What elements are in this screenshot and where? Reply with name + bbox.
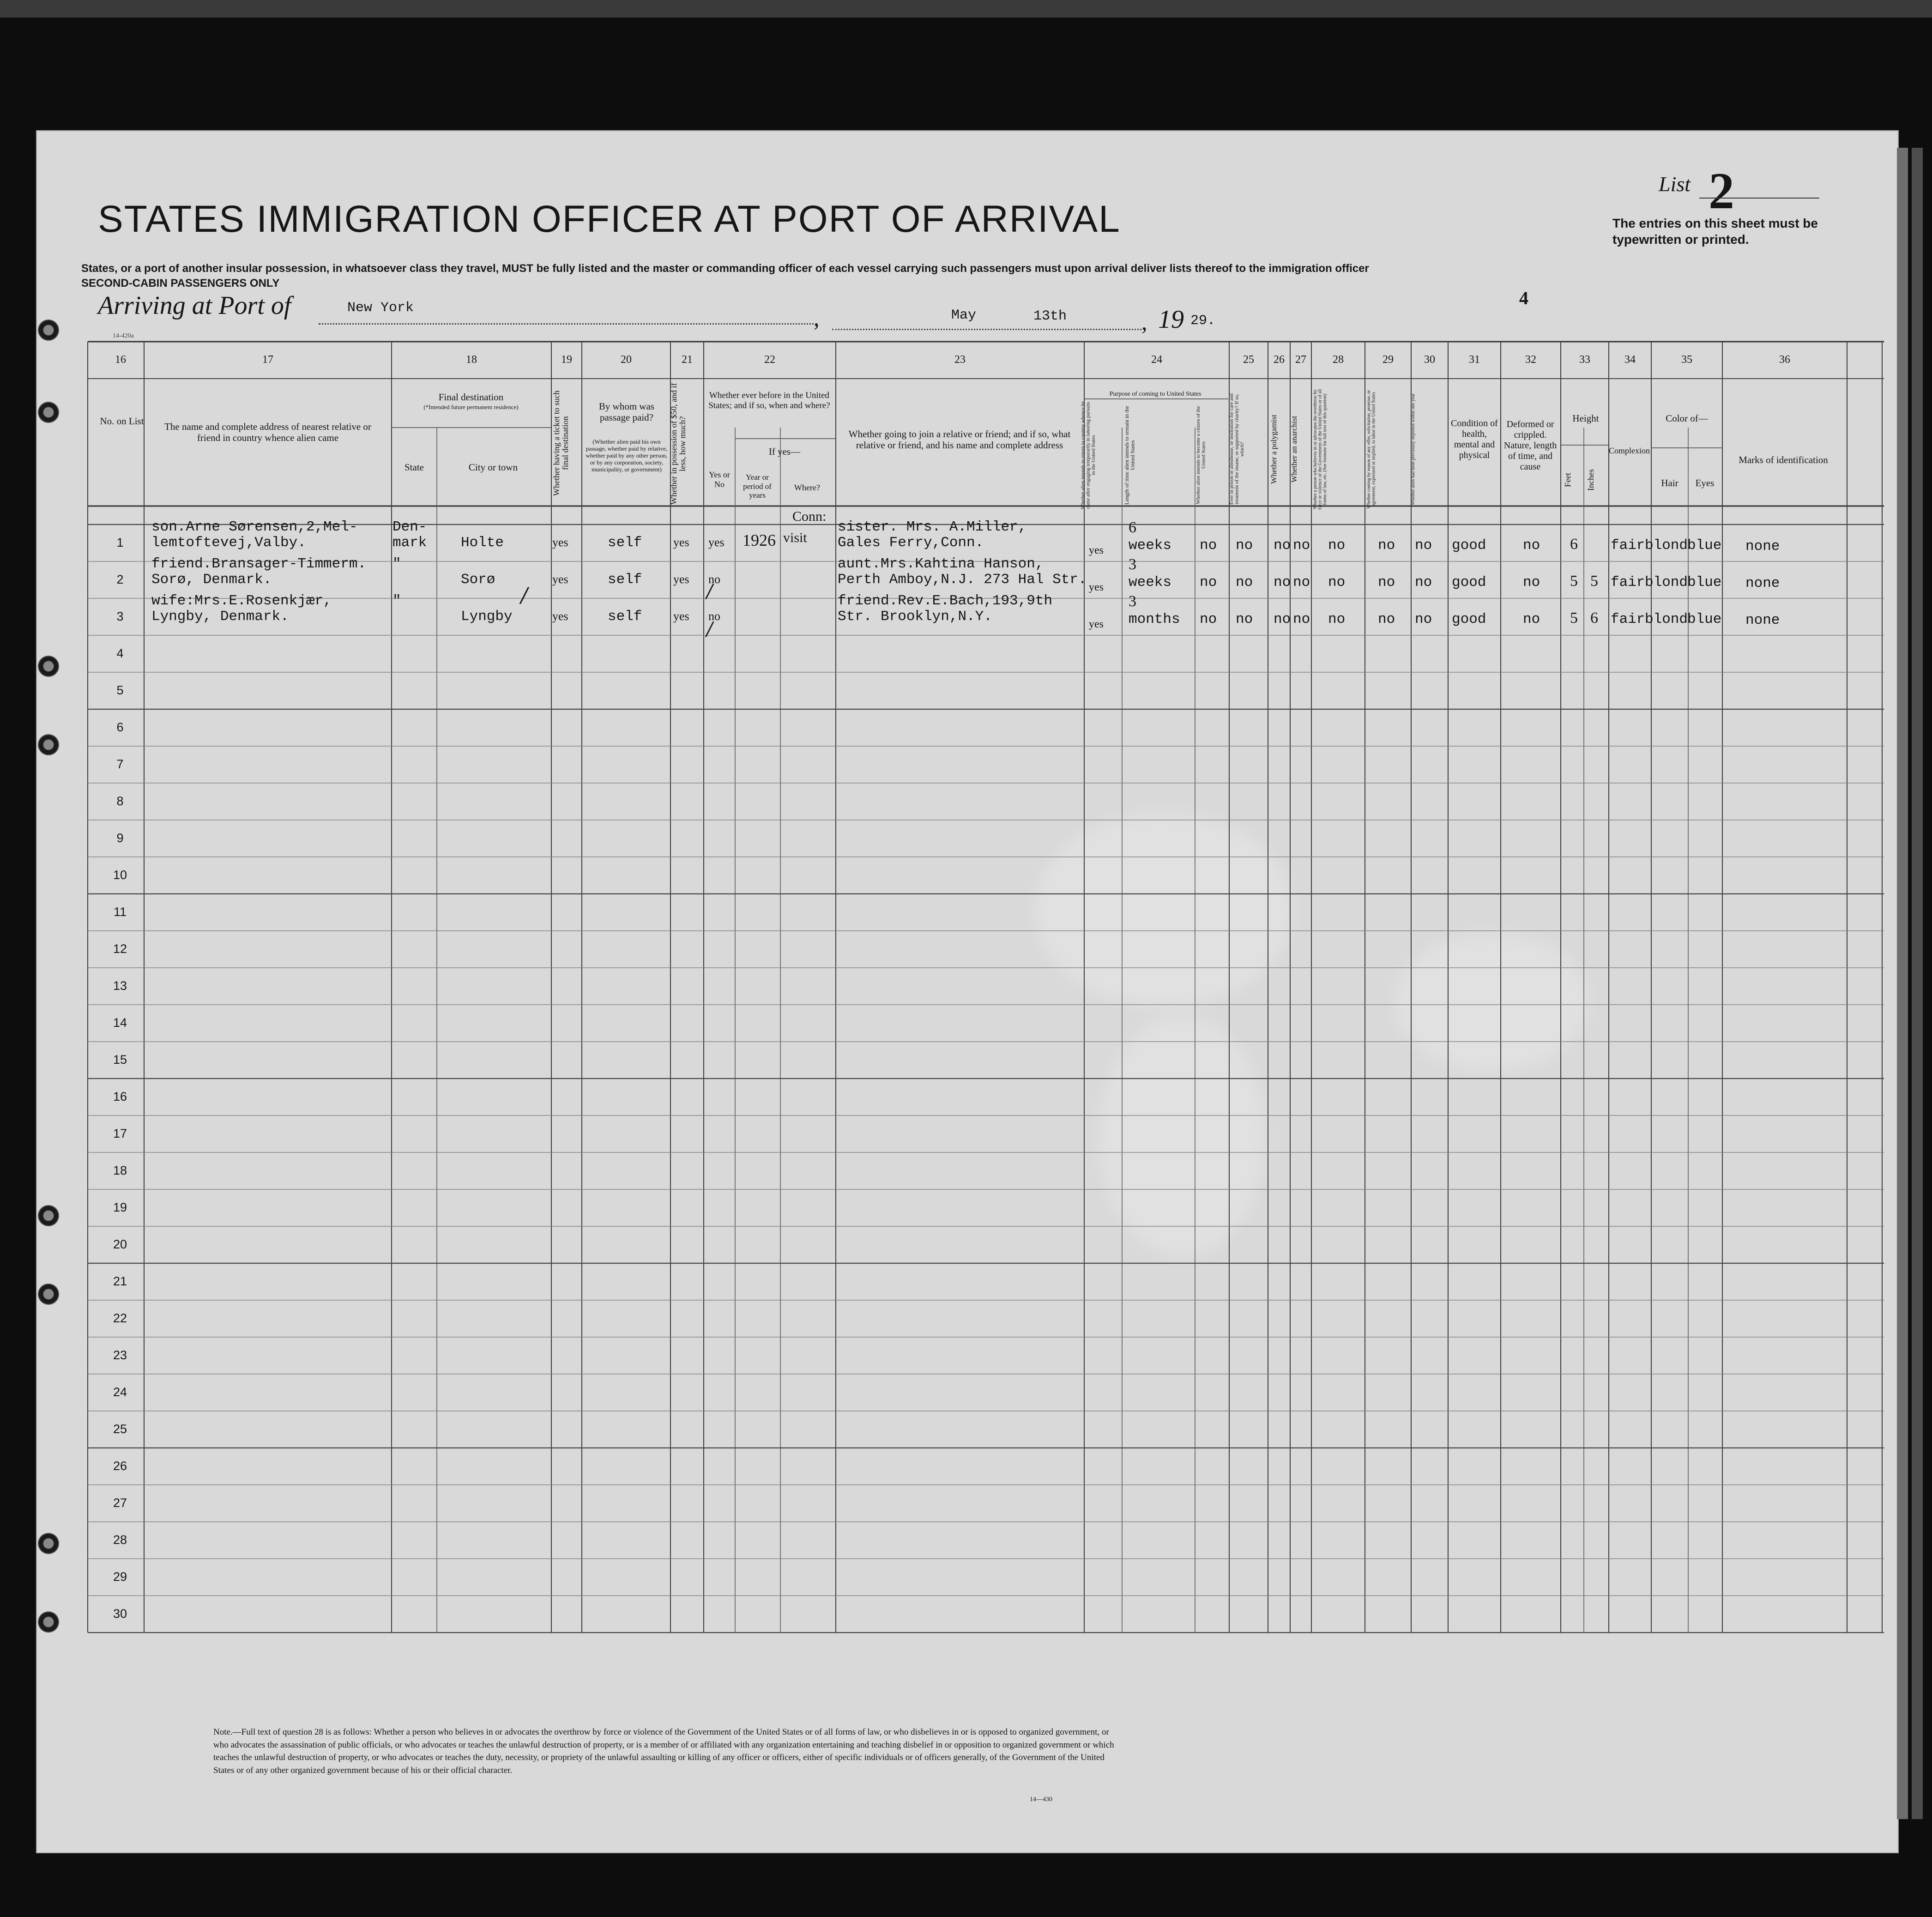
col19-header: Whether having a ticket to such final destination (552, 390, 570, 496)
row-number: 9 (116, 831, 124, 845)
subtitle-line: States, or a port of another insular possession, in whatsoever class they travel, MUST be fully listed and the master or commanding officer of each vessel carrying such passengers must upon arrival deliver lists thereof to the immigration officer (81, 262, 1369, 275)
complexion: fair (1611, 574, 1645, 591)
column-number: 29 (1383, 354, 1394, 366)
previously-in-us: yes (708, 536, 724, 549)
col34-header: Complexion (1609, 446, 1650, 455)
citizen-intent: no (1200, 537, 1217, 554)
ever-in-prison: no (1236, 537, 1253, 554)
return-intent: yes (1089, 581, 1104, 593)
row-number: 7 (116, 757, 124, 771)
hair-color: blond (1645, 574, 1688, 591)
destination-state: " (392, 556, 401, 572)
sheet-number: 4 (1519, 288, 1528, 308)
previously-deported: no (1415, 537, 1432, 554)
col16-header: No. on List (100, 416, 144, 427)
length-of-stay: 6 (1129, 519, 1136, 536)
row-number: 19 (113, 1200, 127, 1214)
previously-deported: no (1415, 611, 1432, 627)
height-feet: 5 (1570, 573, 1578, 590)
subtitle-line: SECOND-CABIN PASSENGERS ONLY (81, 277, 280, 290)
length-of-stay: 3 (1129, 593, 1136, 610)
hair-color: blond (1645, 537, 1688, 554)
row-number: 1 (116, 536, 124, 549)
has-50-dollars: yes (673, 573, 689, 586)
passage-paid-by: self (608, 572, 642, 588)
col18-city-header: City or town (468, 462, 518, 473)
column-number: 23 (954, 354, 966, 366)
col20-note: (Whether alien paid his own passage, whether paid by relative, whether paid by any other person, or by any corporation, society, municipality, or government) (586, 438, 668, 473)
col33-feet-header: Feet (1563, 473, 1572, 488)
col35-header: Color of— (1666, 413, 1708, 424)
previously-in-us: no (708, 573, 720, 586)
eye-color: blue (1687, 611, 1722, 627)
column-number: 32 (1525, 354, 1536, 366)
arrival-month: May (951, 307, 977, 323)
relative-address: friend.Bransager-Timmerm. (151, 556, 367, 572)
height-inches: 5 (1590, 573, 1598, 590)
year-suffix: 29. (1190, 313, 1216, 329)
column-number: 24 (1151, 354, 1162, 366)
return-intent: yes (1089, 544, 1104, 556)
column-number: 20 (621, 354, 632, 366)
destination-state: " (392, 593, 401, 609)
row-number: 2 (116, 573, 124, 586)
length-of-stay: 3 (1129, 556, 1136, 573)
previously-in-us: no (708, 609, 720, 623)
column-number: 26 (1274, 354, 1285, 366)
col18-header: Final destination (438, 392, 504, 403)
hair-color: blond (1645, 611, 1688, 627)
anarchist: no (1293, 574, 1310, 591)
question-28-note: Note.—Full text of question 28 is as follows: Whether a person who believes in or advocates the overthrow by force or violence of the Government of the United States or of all forms of law, or who disbelieves in or is opposed to organized government, or who advocates the assassination of public officials, or who advocates or teaches the unlawful destruction of property, or is a member of or affiliated with any organization entertaining and teaching disbelief in or opposition to organized government or which teaches the unlawful destruction of property, or who advocates or teaches the duty, necessity, or propriety of the unlawful assaulting or killing of any officer or officers, either of specific individuals or of officers generally, of the Government of the United States or of any other organized government because of his or their official character. (213, 1727, 1114, 1775)
row-number: 20 (113, 1237, 127, 1251)
col35-hair-header: Hair (1661, 477, 1678, 488)
row-number: 21 (113, 1274, 127, 1288)
row-number: 17 (113, 1127, 127, 1140)
handwritten-tick: / (706, 619, 713, 640)
row-number: 24 (113, 1385, 127, 1399)
col27-header: Whether an anarchist (1290, 416, 1298, 483)
row-number: 29 (113, 1570, 127, 1584)
destination-city: Lyngby (461, 609, 513, 625)
health-condition: good (1452, 537, 1486, 554)
citizen-intent: no (1200, 611, 1217, 627)
column-number: 27 (1295, 354, 1306, 366)
row-number: 4 (116, 646, 124, 660)
col26-header: Whether a polygamist (1269, 414, 1278, 484)
has-ticket: yes (552, 573, 568, 586)
passage-paid-by: self (608, 535, 642, 551)
deformed: no (1523, 574, 1540, 591)
col24-length-header: Length of time alien intends to remain in the United States (1123, 406, 1136, 505)
joining-relative: Str. Brooklyn,N.Y. (838, 609, 992, 625)
comma: , (814, 305, 820, 331)
joining-relative: friend.Rev.E.Bach,193,9th (838, 593, 1053, 609)
col24-citizen-header: Whether alien intends to become a citizen of the United States (1195, 406, 1207, 505)
col32-header: Deformed or crippled. Nature, length of time, and cause (1503, 419, 1557, 472)
col22-where-header: Where? (794, 483, 820, 492)
question-28: no (1328, 574, 1346, 591)
column-number: 19 (561, 354, 572, 366)
return-intent: yes (1089, 618, 1104, 630)
eye-color: blue (1687, 574, 1722, 591)
form-ref: 14-420a (113, 332, 134, 339)
anarchist: no (1293, 537, 1310, 554)
form-title: STATES IMMIGRATION OFFICER AT PORT OF ARRIVAL (98, 198, 1121, 240)
polygamist: no (1274, 611, 1291, 627)
previous-year: 1926 (743, 531, 776, 549)
col23-header: Whether going to join a relative or friend; and if so, what relative or friend, and his name and complete address (848, 428, 1071, 451)
deformed: no (1523, 611, 1540, 627)
labor-offer: no (1378, 574, 1395, 591)
health-condition: good (1452, 611, 1486, 627)
row-number: 15 (113, 1053, 127, 1067)
height-feet: 5 (1570, 609, 1578, 627)
identification-marks: none (1745, 538, 1780, 555)
ever-in-prison: no (1236, 611, 1253, 627)
arriving-label: Arriving at Port of (98, 291, 291, 320)
height-feet: 6 (1570, 536, 1578, 553)
citizen-intent: no (1200, 574, 1217, 591)
column-number: 17 (262, 354, 273, 366)
row-number: 6 (116, 720, 124, 734)
column-number: 25 (1243, 354, 1254, 366)
col36-header: Marks of identification (1739, 454, 1828, 465)
col24-return-header: Whether alien intends to return to country whence he came after engaging temporarily in laboring pursuits in the United States (1080, 401, 1097, 509)
has-50-dollars: yes (673, 609, 689, 623)
year-prefix: 19 (1158, 305, 1184, 334)
relative-address: Sorø, Denmark. (151, 572, 272, 588)
list-label: List (1659, 172, 1691, 196)
relative-address: son.Arne Sørensen,2,Mel- (151, 519, 358, 535)
destination-city: Holte (461, 535, 504, 551)
column-number: 16 (115, 354, 126, 366)
col20-header: By whom was passage paid? (598, 401, 655, 423)
column-number: 34 (1624, 354, 1636, 366)
relative-address: Lyngby, Denmark. (151, 609, 289, 625)
joining-relative: Perth Amboy,N.J. 273 Hal Str. (838, 572, 1087, 588)
col18-note: (*Intended future permanent residence) (423, 404, 519, 410)
labor-offer: no (1378, 537, 1395, 554)
column-number: 30 (1424, 354, 1435, 366)
col21-header: Whether in possession of $50, and if less, how much? (669, 383, 687, 505)
length-of-stay: weeks (1129, 537, 1172, 554)
row-number: 23 (113, 1348, 127, 1362)
column-number: 28 (1333, 354, 1344, 366)
column-number: 33 (1579, 354, 1590, 366)
col24-header: Purpose of coming to United States (1109, 391, 1201, 398)
row-number: 5 (116, 683, 124, 697)
row-number: 28 (113, 1533, 127, 1547)
col33-header: Height (1572, 413, 1599, 424)
arrival-day: 13th (1033, 308, 1067, 324)
labor-offer: no (1378, 611, 1395, 627)
length-of-stay: months (1129, 611, 1180, 627)
column-number: 31 (1469, 354, 1480, 366)
has-ticket: yes (552, 609, 568, 623)
deformed: no (1523, 537, 1540, 554)
identification-marks: none (1745, 575, 1780, 591)
col33-inches-header: Inches (1586, 469, 1595, 491)
row-number: 12 (113, 942, 127, 956)
has-ticket: yes (552, 536, 568, 549)
col31-header: Condition of health, mental and physical (1451, 418, 1498, 460)
column-number: 18 (466, 354, 477, 366)
col28-header: Whether a person who believes in or advocates the overthrow by force or violence of the Government of the United States or of all forms of law, etc. (See footnote for full text of this question) (1313, 389, 1328, 510)
col29-header: Whether coming by reason of any offer, solicitation, promise, or agreement, expressed or implied, to labor in the United States (1366, 390, 1377, 509)
col35-eyes-header: Eyes (1695, 477, 1715, 488)
row-number: 27 (113, 1496, 127, 1510)
health-condition: good (1452, 574, 1486, 591)
length-of-stay: weeks (1129, 574, 1172, 591)
polygamist: no (1274, 574, 1291, 591)
previously-deported: no (1415, 574, 1432, 591)
joining-relative: sister. Mrs. A.Miller, (838, 519, 1027, 535)
row-number: 11 (113, 905, 127, 919)
handwritten-tick: / (521, 584, 528, 607)
row-number: 3 (116, 609, 124, 623)
col22-ifyes: If yes— (768, 446, 801, 457)
polygamist: no (1274, 537, 1291, 554)
relative-address: wife:Mrs.E.Rosenkjær, (151, 593, 332, 609)
col30-header: Whether alien had been previously deported within one year (1411, 393, 1416, 505)
complexion: fair (1611, 537, 1645, 554)
port-value: New York (347, 300, 414, 316)
passage-paid-by: self (608, 609, 642, 625)
row-number: 25 (113, 1422, 127, 1436)
row-number: 13 (113, 979, 127, 993)
identification-marks: none (1745, 612, 1780, 628)
destination-state: mark (392, 535, 427, 551)
row-number: 14 (113, 1016, 127, 1030)
list-number: 2 (1709, 163, 1734, 220)
row-number: 10 (113, 868, 127, 882)
row-number: 30 (113, 1607, 127, 1621)
form-number: 14—430 (1030, 1796, 1052, 1803)
col17-header: The name and complete address of nearest relative or friend in country whence alien came (164, 421, 371, 444)
complexion: fair (1611, 611, 1645, 627)
entries-note: The entries on this sheet must be typewritten or printed. (1612, 216, 1818, 247)
previous-where: Conn: (792, 509, 827, 524)
col25-header: Ever in prison or almshouse, or institution for care and treatment of the insane, or supported by charity? If so, which? (1229, 393, 1245, 505)
row-number: 22 (113, 1311, 127, 1325)
has-50-dollars: yes (673, 536, 689, 549)
row-number: 8 (116, 794, 124, 808)
relative-address: lemtoftevej,Valby. (151, 535, 306, 551)
destination-city: Sorø (461, 572, 495, 588)
column-number: 22 (764, 354, 775, 366)
col22-header: Whether ever before in the United States; and if so, when and where? (708, 391, 830, 410)
anarchist: no (1293, 611, 1310, 627)
row-number: 16 (113, 1090, 127, 1103)
height-inches: 6 (1590, 609, 1598, 627)
col22-year-header: Year or period of years (743, 473, 772, 500)
destination-state: Den- (392, 519, 427, 535)
joining-relative: Gales Ferry,Conn. (838, 535, 984, 551)
comma: , (1141, 309, 1147, 335)
eye-color: blue (1687, 537, 1722, 554)
question-28: no (1328, 611, 1346, 627)
column-number: 21 (682, 354, 693, 366)
joining-relative: aunt.Mrs.Kahtina Hanson, (838, 556, 1044, 572)
ever-in-prison: no (1236, 574, 1253, 591)
row-number: 26 (113, 1459, 127, 1473)
column-number: 36 (1779, 354, 1790, 366)
col22-yesno-header: Yes or No (709, 470, 730, 489)
col18-state-header: State (405, 462, 424, 473)
row-number: 18 (113, 1163, 127, 1177)
question-28: no (1328, 537, 1346, 554)
column-number: 35 (1681, 354, 1692, 366)
handwritten-tick: / (706, 581, 713, 602)
previous-where: visit (783, 530, 807, 545)
